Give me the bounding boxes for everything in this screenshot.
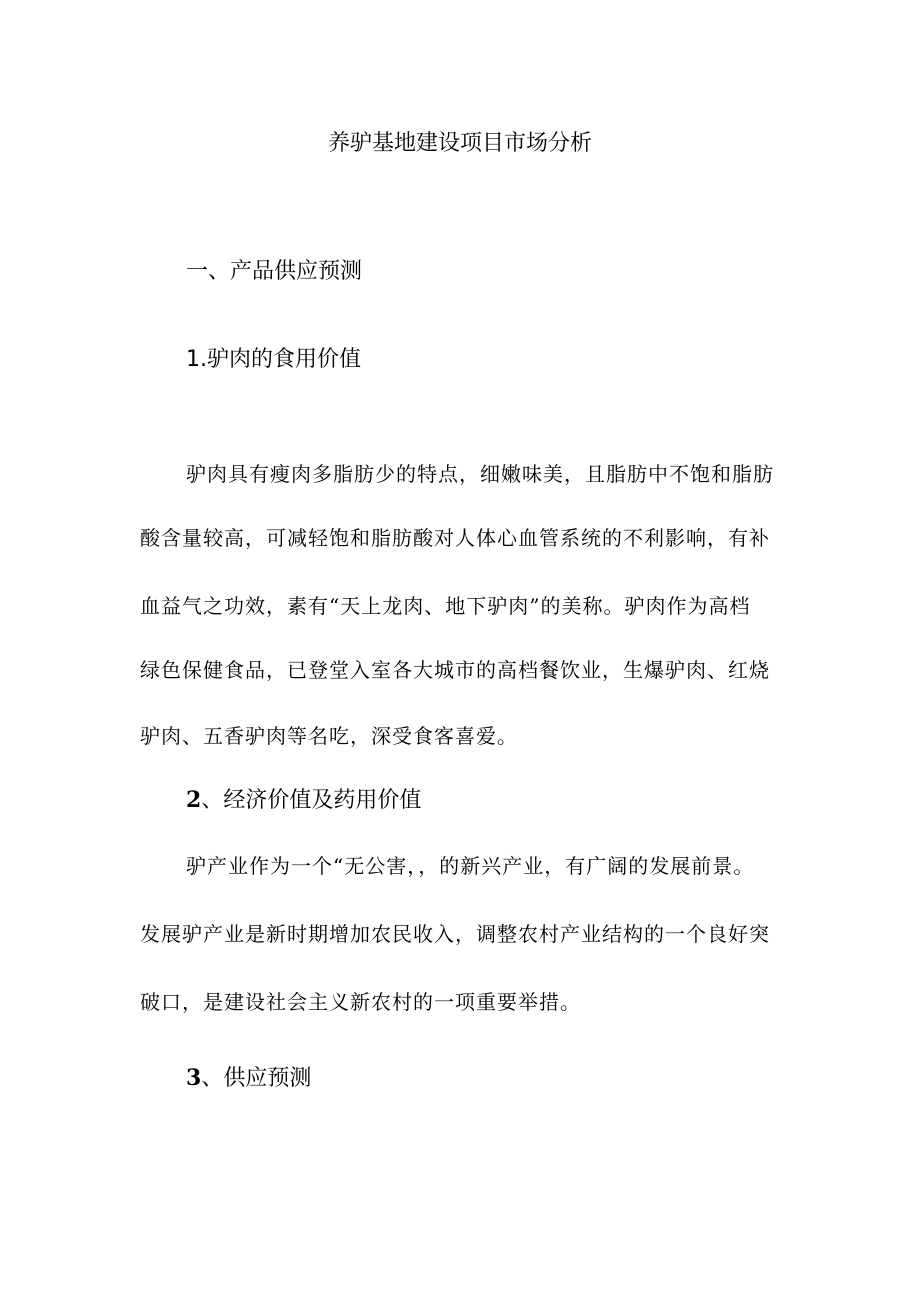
document-title: 养驴基地建设项目市场分析 bbox=[327, 131, 592, 156]
paragraph-line: 驴肉、五香驴肉等名吃，深受食客喜爱。 bbox=[140, 724, 518, 748]
subsection-heading-text: 、供应预测 bbox=[201, 1066, 312, 1091]
subsection-heading-text: 、经济价值及药用价值 bbox=[201, 788, 422, 813]
subsection-heading-meat-value: 1.驴肉的食用价值 bbox=[186, 347, 361, 372]
subsection-number: 2 bbox=[186, 787, 202, 813]
paragraph-line: 发展驴产业是新时期增加农民收入，调整农村产业结构的一个良好突 bbox=[140, 922, 770, 946]
paragraph-line: 酸含量较高，可减轻饱和脂肪酸对人体心血管系统的不利影响，有补 bbox=[140, 526, 770, 550]
paragraph-line: 驴产业作为一个“无公害，，的新兴产业，有广阔的发展前景。 bbox=[186, 854, 755, 878]
paragraph-line: 破口，是建设社会主义新农村的一项重要举措。 bbox=[140, 990, 581, 1014]
subsection-heading-supply-forecast bbox=[186, 1062, 311, 1095]
paragraph-line: 绿色保健食品，已登堂入室各大城市的高档餐饮业，生爆驴肉、红烧 bbox=[140, 658, 770, 682]
subsection-heading-economic-value bbox=[186, 784, 421, 817]
paragraph-line: 驴肉具有瘦肉多脂肪少的特点，细嫩味美，且脂肪中不饱和脂肪 bbox=[186, 462, 774, 486]
subsection-number: 3 bbox=[186, 1065, 202, 1091]
section-heading-product-supply: 一、产品供应预测 bbox=[186, 259, 363, 284]
paragraph-line: 血益气之功效，素有“天上龙肉、地下驴肉”的美称。驴肉作为高档 bbox=[140, 594, 751, 618]
